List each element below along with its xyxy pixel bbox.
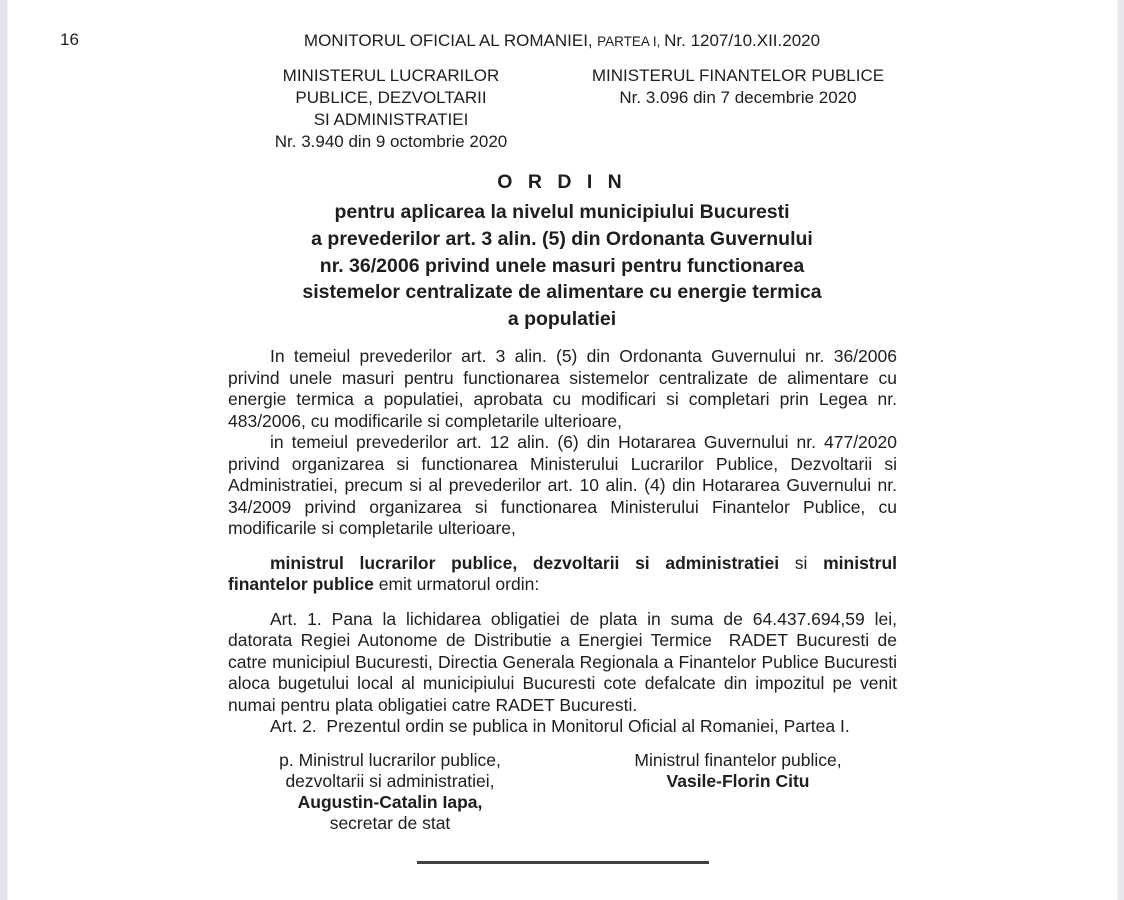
end-of-document-rule	[417, 861, 709, 864]
order-title-line: nr. 36/2006 privind unele masuri pentru functionarea	[319, 254, 805, 277]
issuer-name-line: SI ADMINISTRATIEI	[313, 110, 469, 129]
gazette-masthead	[0, 31, 1124, 51]
order-title-line: a prevederilor art. 3 alin. (5) din Ordonanta Guvernului	[311, 227, 813, 250]
signature-title-line: p. Ministrul lucrarilor publice,	[279, 750, 501, 770]
order-title	[162, 199, 962, 333]
enactment-minister-2: ministrul finantelor publice	[228, 552, 902, 594]
signature-title-line: Ministrul finantelor publice,	[634, 750, 842, 770]
issuer-name-line: MINISTERUL FINANTELOR PUBLICE	[591, 66, 885, 85]
enactment-paragraph	[228, 552, 902, 596]
issuer-order-number: Nr. 3.940 din 9 octombrie 2020	[274, 132, 508, 151]
article-2: Art. 2. Prezentul ordin se publica in Monitorul Oficial al Romaniei, Partea I.	[270, 716, 850, 736]
enactment-conjunction: si	[779, 552, 824, 573]
enactment-minister-1: ministrul lucrarilor publice, dezvoltarii si administratiei	[270, 552, 780, 573]
scan-edge-right	[1117, 0, 1124, 900]
order-title-line: pentru aplicarea la nivelul municipiului Bucuresti	[334, 201, 790, 223]
order-heading: O R D I N	[497, 171, 627, 193]
page-number: 16	[60, 30, 79, 49]
issuer-ministry-finance	[528, 65, 948, 109]
order-title-line: sistemelor centralizate de alimentare cu energie termica	[302, 281, 822, 304]
signature-title-line: dezvoltarii si administratiei,	[285, 771, 495, 791]
signature-block-right	[528, 750, 948, 792]
order-title-line: a populatiei	[507, 308, 617, 331]
issuer-name-line: MINISTERUL LUCRARILOR	[282, 66, 500, 85]
masthead-title: MONITORUL OFICIAL AL ROMANIEI,	[303, 31, 593, 50]
issuer-ministry-public-works	[211, 65, 571, 153]
signatory-role: secretar de stat	[329, 813, 451, 833]
signature-block-left	[210, 750, 570, 834]
signatory-name: Vasile-Florin Citu	[666, 771, 810, 791]
preamble-paragraph-2: in temeiul prevederilor art. 12 alin. (6) din Hotararea Guvernului nr. 477/2020 privind organizarea si functionarea Ministerului Lucrarilor Publice, Dezvoltarii si Administratiei, precum si al prevederilor art. 10 alin. (4) din Hotararea Guvernului nr. 34/2009 privind organizarea si functionarea Ministerului Finantelor Publice, cu modificarile si completarile ulterioare,	[228, 432, 902, 538]
issuer-name-line: PUBLICE, DEZVOLTARII	[295, 88, 487, 107]
enactment-tail: emit urmatorul ordin:	[373, 574, 540, 594]
masthead-part: PARTEA I,	[597, 34, 665, 49]
preamble-paragraph-1: In temeiul prevederilor art. 3 alin. (5) din Ordonanta Guvernului nr. 36/2006 privind unele masuri pentru functionarea sistemelor centralizate de alimentare cu energie termica a populatiei, aprobata cu modificari si completari prin Legea nr. 483/2006, cu modificarile si completarile ulterioare,	[228, 346, 902, 431]
article-1: Art. 1. Pana la lichidarea obligatiei de plata in suma de 64.437.694,59 lei, datorata Regiei Autonome de Distributie a Energiei Termice RADET Bucuresti de catre municipiul Bucuresti, Directia Generala Regionala a Finantelor Publice Bucuresti aloca bugetului local al municipiului Bucuresti cote defalcate din impozitul pe venit numai pentru plata obligatiei catre RADET Bucuresti.	[228, 608, 902, 715]
masthead-issue-number: Nr. 1207/10.XII.2020	[664, 31, 821, 50]
document-body	[228, 346, 902, 738]
signatory-name: Augustin-Catalin Iapa,	[297, 792, 483, 812]
scan-edge-left	[0, 0, 8, 900]
issuer-order-number: Nr. 3.096 din 7 decembrie 2020	[619, 88, 857, 107]
